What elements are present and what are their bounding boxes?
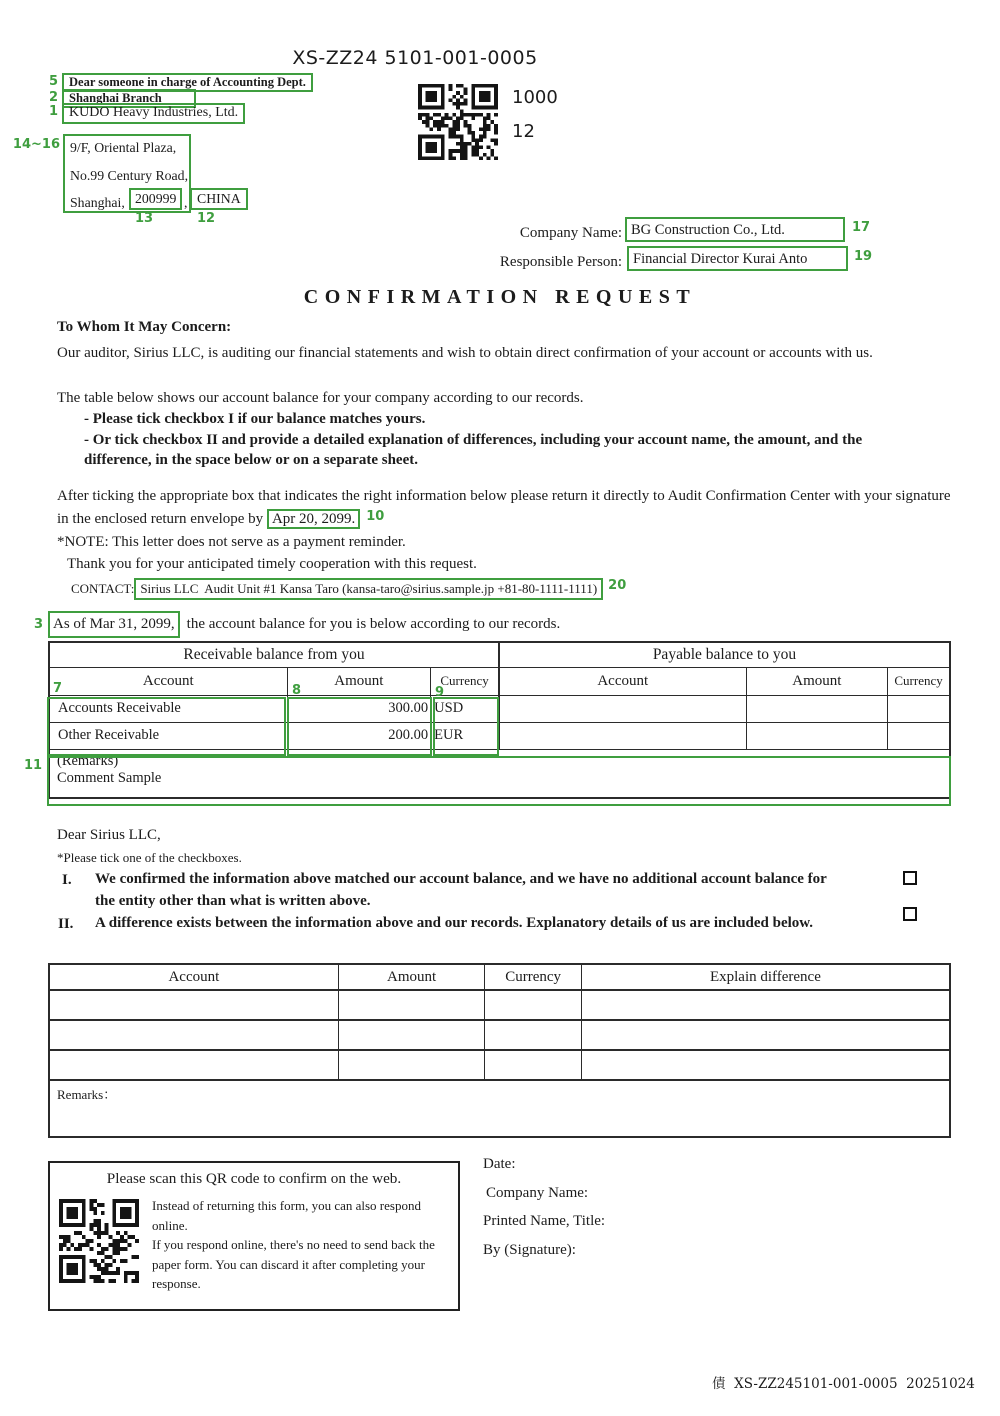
respondent-labels xyxy=(330,219,622,277)
annotation-number-19: 19 xyxy=(854,249,873,264)
option-1-numeral: I. xyxy=(62,872,72,888)
qr-panel-title: Please scan this QR code to confirm on the web. xyxy=(106,1170,402,1187)
table-row xyxy=(49,990,950,1020)
bullet-checkbox-2: - Or tick checkbox II and provide a detailed explanation of differences, including your account name, the amount, and the difference, in the space below or on a separate sheet. xyxy=(84,431,863,468)
recipient-attention: Dear someone in charge of Accounting Dept. xyxy=(62,73,313,92)
qr-panel-para-1: Instead of returning this form, you can also respond online. xyxy=(152,1198,421,1233)
remarks-value: Comment Sample xyxy=(57,769,162,786)
company-name-label: Company Name: xyxy=(519,225,622,241)
signature-label: By (Signature): xyxy=(483,1242,576,1258)
recipient-country: CHINA xyxy=(190,188,248,210)
annotation-number-5: 5 xyxy=(48,74,58,89)
instruction-bullets xyxy=(84,409,922,471)
payable-header: Payable balance to you xyxy=(499,642,950,667)
address-separator: , xyxy=(184,195,188,210)
responsible-person-label: Responsible Person: xyxy=(499,254,622,270)
table-row xyxy=(49,722,950,749)
diff-col-account: Account xyxy=(49,964,338,990)
address-line-3: Shanghai, xyxy=(70,195,125,210)
annotation-number-9: 9 xyxy=(435,685,445,700)
contact-value: Sirius LLC Audit Unit #1 Kansa Taro (kansa-taro@sirius.sample.jp +81-80-1111-1111) xyxy=(134,578,603,600)
payable-amount-2 xyxy=(746,722,888,749)
recipient-company-row xyxy=(36,103,245,124)
date-label: Date: xyxy=(483,1156,516,1172)
contact-row xyxy=(71,578,626,600)
recipient-company: KUDO Heavy Industries, Ltd. xyxy=(62,103,245,124)
annotation-number-1: 1 xyxy=(48,104,58,119)
note-line: *NOTE: This letter does not serve as a payment reminder. xyxy=(57,534,406,550)
col-header-amount: Amount xyxy=(287,667,431,695)
diff-col-amount: Amount xyxy=(338,964,485,990)
recipient-branch: Shanghai Branch xyxy=(62,89,196,108)
online-response-panel xyxy=(48,1161,460,1311)
payable-amount-1 xyxy=(746,695,888,722)
tick-instruction: *Please tick one of the checkboxes. xyxy=(57,850,242,865)
as-of-rest: the account balance for you is below according to our records. xyxy=(186,616,561,632)
respondent-person-value: Financial Director Kurai Anto xyxy=(627,246,848,271)
difference-table xyxy=(48,963,951,1138)
paragraph-auditor: Our auditor, Sirius LLC, is auditing our financial statements and wish to obtain direct confirmation of your account or accounts with us. xyxy=(57,345,873,361)
page-title: CONFIRMATION REQUEST xyxy=(303,286,697,308)
recipient-postal-code: 200999 xyxy=(129,188,182,210)
document-ref-number: XS-ZZ24 5101-001-0005 xyxy=(292,47,538,69)
annotation-number-10: 10 xyxy=(366,509,385,524)
qr-panel-para-2: If you respond online, there's no need to send back the paper form. You can discard it after completing your response. xyxy=(152,1237,435,1291)
contact-label: CONTACT: xyxy=(71,581,135,596)
table-row xyxy=(49,1020,950,1050)
annotation-number-14-16: 14~16 xyxy=(12,137,60,152)
qr-panel-text xyxy=(152,1196,448,1294)
table-row xyxy=(49,695,950,722)
remarks-row xyxy=(49,749,950,798)
option-2-text: A difference exists between the information above and our records. Explanatory details of us are included below. xyxy=(95,915,814,931)
option-1-text: We confirmed the information above matched our account balance, and we have no additional account balance for the entity other than what is written above. xyxy=(95,871,827,909)
option-2-numeral: II. xyxy=(58,916,74,932)
receivable-amount-1: 300.00 xyxy=(287,695,431,722)
receivable-account-1: Accounts Receivable xyxy=(49,695,287,722)
annotation-number-12: 12 xyxy=(197,211,216,226)
col-header-amount-payable: Amount xyxy=(746,667,888,695)
col-header-account: Account xyxy=(49,667,287,695)
return-date: Apr 20, 2099. xyxy=(267,509,360,529)
salutation: To Whom It May Concern: xyxy=(57,319,232,335)
address-line-1: 9/F, Oriental Plaza, xyxy=(70,140,177,155)
top-code-2: 12 xyxy=(512,121,535,142)
annotation-number-8: 8 xyxy=(292,683,302,698)
document-footer: 債 XS-ZZ245101-001-0005 20251024 xyxy=(712,1376,975,1392)
receivable-currency-2: EUR xyxy=(431,722,499,749)
annotation-number-13: 13 xyxy=(135,211,154,226)
diff-col-currency: Currency xyxy=(485,964,581,990)
annotation-number-11: 11 xyxy=(24,758,43,773)
annotation-number-7: 7 xyxy=(53,681,63,696)
receivable-amount-2: 200.00 xyxy=(287,722,431,749)
sig-company-label: Company Name: xyxy=(486,1185,589,1201)
printed-name-label: Printed Name, Title: xyxy=(483,1213,606,1229)
annotation-number-17: 17 xyxy=(852,220,871,235)
as-of-date: As of Mar 31, 2099, xyxy=(48,611,180,638)
payable-account-2 xyxy=(499,722,746,749)
as-of-row xyxy=(34,611,560,638)
diff-remarks-row xyxy=(49,1080,950,1137)
diff-col-explain: Explain difference xyxy=(581,964,950,990)
annotation-number-2: 2 xyxy=(48,90,58,105)
response-salutation: Dear Sirius LLC, xyxy=(57,827,161,843)
return-instruction: After ticking the appropriate box that indicates the right information below please return it directly to Audit Confirmation Center with your signature in the enclosed return envelope by xyxy=(57,488,951,527)
annotation-number-3: 3 xyxy=(34,616,44,632)
qr-code xyxy=(59,1199,139,1283)
receivable-account-2: Other Receivable xyxy=(49,722,287,749)
receivable-currency-1: USD xyxy=(431,695,499,722)
payable-currency-2 xyxy=(888,722,950,749)
qr-code xyxy=(418,84,498,160)
paragraph-return xyxy=(57,485,962,531)
payable-account-1 xyxy=(499,695,746,722)
paragraph-table-intro: The table below shows our account balance for your company according to our records. xyxy=(57,390,584,406)
address-line-2: No.99 Century Road, xyxy=(70,168,189,183)
balance-table xyxy=(48,641,951,799)
receivable-header: Receivable balance from you xyxy=(49,642,499,667)
checkbox-option-1[interactable] xyxy=(903,871,917,885)
remarks-label: (Remarks) xyxy=(57,752,119,769)
checkbox-option-2[interactable] xyxy=(903,907,917,921)
annotation-number-20: 20 xyxy=(608,577,627,593)
col-header-currency: Currency xyxy=(431,667,499,695)
table-row xyxy=(49,1050,950,1080)
thanks-line: Thank you for your anticipated timely cooperation with this request. xyxy=(67,556,477,572)
top-code-1: 1000 xyxy=(512,87,558,108)
col-header-account-payable: Account xyxy=(499,667,746,695)
diff-remarks-label: Remarks： xyxy=(49,1080,950,1137)
payable-currency-1 xyxy=(888,695,950,722)
respondent-company-value: BG Construction Co., Ltd. xyxy=(625,217,845,242)
bullet-checkbox-1: - Please tick checkbox I if our balance matches yours. xyxy=(84,411,426,427)
col-header-currency-payable: Currency xyxy=(888,667,950,695)
